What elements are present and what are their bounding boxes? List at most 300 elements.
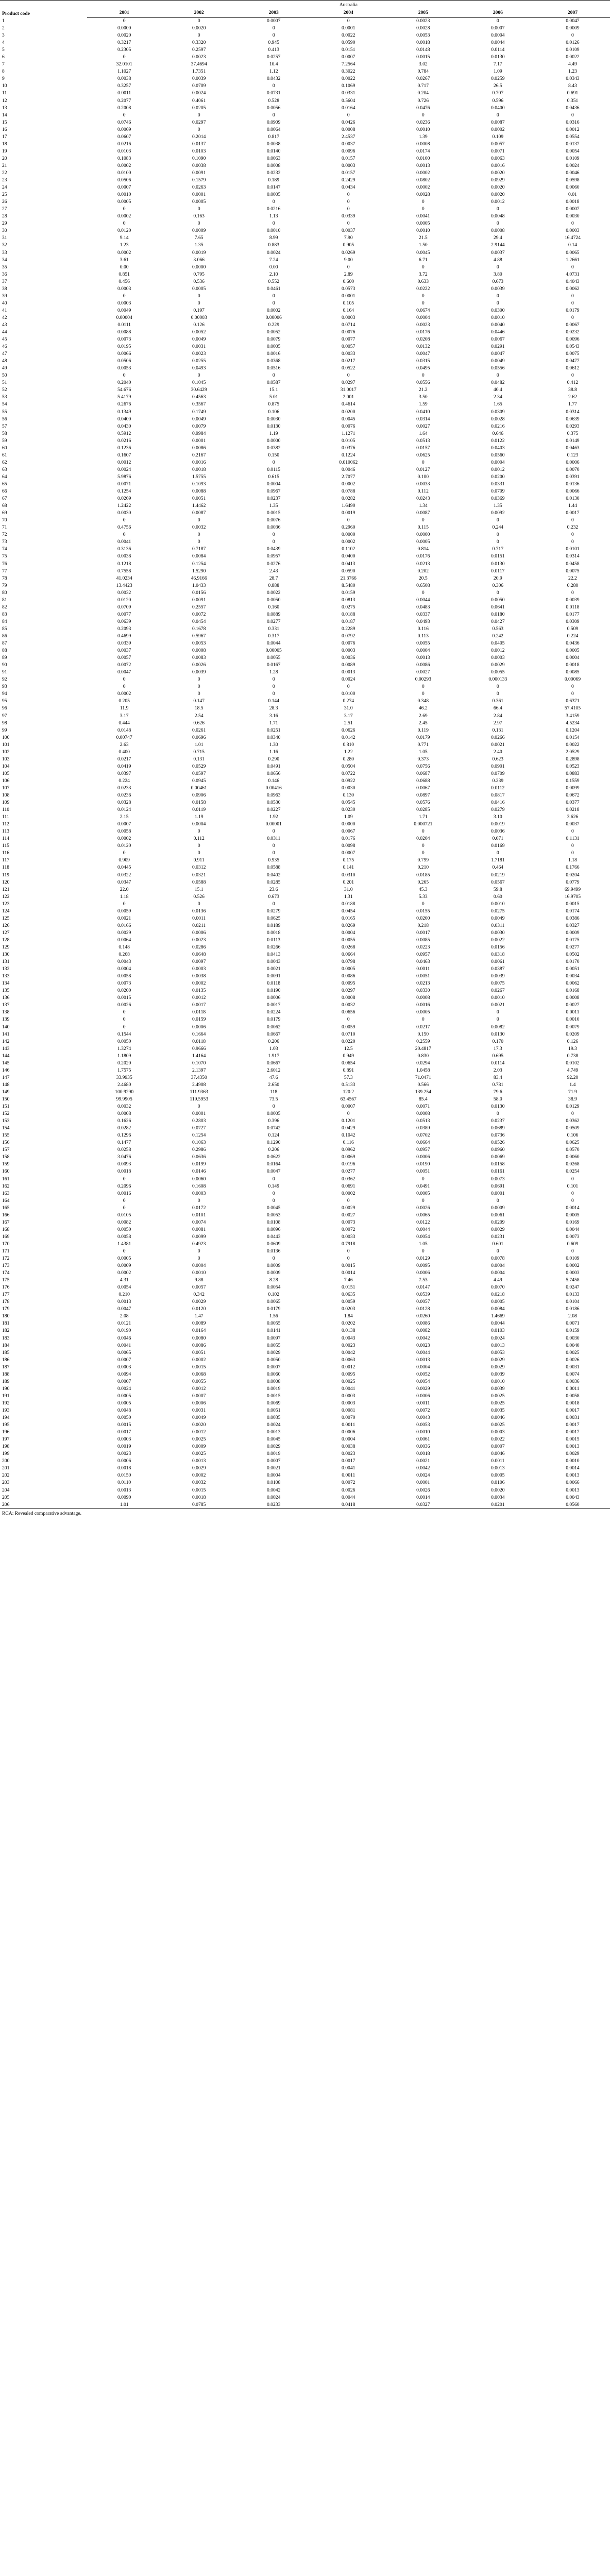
product-code-cell: 170 bbox=[2, 1241, 10, 1247]
table-row bbox=[0, 46, 610, 54]
rca-value-cell: 0.0400 bbox=[491, 105, 505, 111]
rca-value-cell: 0.0021 bbox=[117, 915, 131, 921]
table-row bbox=[0, 198, 610, 206]
product-code-cell: 149 bbox=[2, 1089, 10, 1095]
rca-value-cell: 73.5 bbox=[269, 1096, 278, 1102]
rca-value-cell: 0.0027 bbox=[566, 1002, 580, 1008]
rca-value-cell: 0.691 bbox=[567, 90, 579, 96]
table-row bbox=[0, 1096, 610, 1103]
rca-value-cell: 0.0006 bbox=[117, 1458, 131, 1464]
rca-value-cell: 0.0119 bbox=[192, 807, 206, 813]
rca-value-cell: 0 bbox=[421, 112, 425, 118]
product-code-cell: 2 bbox=[2, 25, 5, 31]
rca-value-cell: 0.0175 bbox=[566, 937, 580, 943]
rca-value-cell: 0 bbox=[571, 850, 574, 856]
rca-value-cell: 0 bbox=[496, 264, 499, 270]
rca-value-cell: 0.0054 bbox=[117, 1284, 131, 1291]
rca-value-cell: 0.0190 bbox=[267, 988, 281, 994]
rca-value-cell: 0.331 bbox=[268, 625, 280, 632]
rca-value-cell: 0 bbox=[421, 1197, 425, 1204]
rca-value-cell: 0.0136 bbox=[192, 908, 206, 914]
table-row bbox=[0, 141, 610, 148]
rca-value-cell: 0.0174 bbox=[566, 908, 580, 914]
product-code-cell: 78 bbox=[2, 575, 7, 581]
rca-value-cell: 37.4694 bbox=[191, 61, 207, 67]
product-code-cell: 55 bbox=[2, 409, 7, 415]
rca-value-cell: 0.412 bbox=[567, 380, 579, 386]
rca-value-cell: 0.0957 bbox=[416, 1147, 430, 1153]
product-code-cell: 144 bbox=[2, 1053, 10, 1059]
rca-value-cell: 0.5604 bbox=[342, 97, 355, 104]
rca-value-cell: 0 bbox=[197, 18, 200, 24]
rca-value-cell: 0.0071 bbox=[566, 1320, 580, 1327]
rca-value-cell: 0.0079 bbox=[267, 336, 281, 343]
rca-value-cell: 0 bbox=[496, 372, 499, 379]
rca-value-cell: 0.0012 bbox=[491, 199, 505, 205]
rca-value-cell: 0.0020 bbox=[117, 32, 131, 39]
rca-value-cell: 0.0007 bbox=[342, 54, 355, 60]
rca-value-cell: 1.0433 bbox=[192, 582, 206, 588]
rca-value-cell: 0.0746 bbox=[117, 119, 131, 125]
table-row bbox=[0, 1125, 610, 1132]
rca-value-cell: 0.0218 bbox=[491, 1292, 505, 1298]
rca-value-cell: 0.0022 bbox=[491, 937, 505, 943]
rca-value-cell: 0.0062 bbox=[566, 285, 580, 292]
rca-value-cell: 0.0073 bbox=[342, 1219, 355, 1225]
rca-value-cell: 0.146 bbox=[268, 777, 280, 784]
rca-value-cell: 0.1201 bbox=[342, 1118, 355, 1124]
rca-value-cell: 0.0522 bbox=[342, 365, 355, 371]
rca-value-cell: 0.0158 bbox=[192, 800, 206, 806]
rca-value-cell: 3.0476 bbox=[117, 1154, 131, 1160]
rca-value-cell: 20.5 bbox=[418, 575, 428, 581]
rca-value-cell: 0.0082 bbox=[416, 1328, 430, 1334]
rca-value-cell: 0.0031 bbox=[566, 1364, 580, 1370]
rca-value-cell: 0.0010 bbox=[491, 901, 505, 907]
table-row bbox=[0, 1233, 610, 1241]
rca-value-cell: 0.0055 bbox=[192, 1378, 206, 1384]
rca-value-cell: 0.0048 bbox=[117, 1408, 131, 1413]
rca-value-cell: 0.5912 bbox=[117, 430, 131, 436]
rca-value-cell: 1.6490 bbox=[342, 503, 355, 509]
rca-value-cell: 0.0609 bbox=[267, 1241, 281, 1247]
rca-value-cell: 0.0200 bbox=[342, 409, 355, 415]
table-row bbox=[0, 459, 610, 466]
product-code-cell: 74 bbox=[2, 546, 7, 552]
rca-value-cell: 0.875 bbox=[268, 401, 280, 408]
rca-value-cell: 0.2986 bbox=[192, 1147, 206, 1153]
rca-value-cell: 1.5290 bbox=[192, 568, 206, 574]
rca-value-cell: 0.0133 bbox=[566, 1292, 580, 1298]
rca-value-cell: 0.0024 bbox=[566, 162, 580, 168]
rca-value-cell: 63.4567 bbox=[340, 1096, 357, 1102]
rca-value-cell: 0.0012 bbox=[117, 459, 131, 465]
rca-value-cell: 0 bbox=[571, 589, 574, 596]
rca-value-cell: 0 bbox=[421, 901, 425, 907]
rca-value-cell: 0.010062 bbox=[339, 459, 358, 465]
rca-value-cell: 0 bbox=[571, 517, 574, 523]
table-row bbox=[0, 597, 610, 604]
rca-value-cell: 0.413 bbox=[268, 47, 280, 53]
rca-value-cell: 0.0035 bbox=[491, 1408, 505, 1413]
rca-value-cell: 4.49 bbox=[568, 61, 577, 67]
rca-value-cell: 0.0200 bbox=[117, 988, 131, 994]
rca-value-cell: 0.0042 bbox=[416, 1335, 430, 1341]
product-code-cell: 163 bbox=[2, 1190, 10, 1196]
rca-value-cell: 0.0060 bbox=[566, 184, 580, 191]
table-row bbox=[0, 756, 610, 763]
rca-value-cell: 0.0255 bbox=[192, 358, 206, 364]
rca-value-cell: 0 bbox=[496, 532, 499, 538]
rca-value-cell: 0.0033 bbox=[342, 351, 355, 357]
product-code-cell: 148 bbox=[2, 1081, 10, 1088]
rca-value-cell: 0.0017 bbox=[416, 929, 430, 936]
rca-value-cell: 0.0513 bbox=[416, 1118, 430, 1124]
rca-value-cell: 0.201 bbox=[343, 879, 354, 885]
rca-value-cell: 0.0187 bbox=[342, 618, 355, 624]
rca-value-cell: 0.0013 bbox=[192, 1458, 206, 1464]
rca-value-cell: 0.116 bbox=[417, 625, 429, 632]
rca-value-cell: 0.0156 bbox=[192, 589, 206, 596]
rca-value-cell: 0.0041 bbox=[117, 539, 131, 545]
rca-value-cell: 38.9 bbox=[568, 1096, 577, 1102]
rca-value-cell: 0.0014 bbox=[566, 1465, 580, 1471]
rca-value-cell: 0.0018 bbox=[117, 1465, 131, 1471]
rca-value-cell: 0.0200 bbox=[416, 915, 430, 921]
rca-value-cell: 0.0100 bbox=[117, 170, 131, 176]
rca-value-cell: 1.22 bbox=[344, 749, 353, 755]
product-code-cell: 29 bbox=[2, 221, 7, 227]
rca-value-cell: 0.0012 bbox=[192, 1429, 206, 1435]
rca-value-cell: 0.0047 bbox=[117, 1306, 131, 1312]
rca-value-cell: 0.0086 bbox=[192, 1342, 206, 1348]
rca-value-cell: 0.0237 bbox=[491, 1118, 505, 1124]
rca-value-cell: 0.0539 bbox=[416, 1292, 430, 1298]
rca-value-cell: 0 bbox=[347, 1248, 350, 1254]
rca-value-cell: 0.0004 bbox=[267, 1472, 281, 1479]
rca-value-cell: 0.0277 bbox=[342, 1168, 355, 1175]
rca-value-cell: 0.935 bbox=[268, 857, 280, 863]
rca-value-cell: 92.20 bbox=[567, 1074, 579, 1080]
rca-value-cell: 0.0402 bbox=[267, 872, 281, 878]
rca-value-cell: 0.623 bbox=[492, 756, 504, 762]
rca-value-cell: 0.0072 bbox=[416, 1408, 430, 1413]
rca-value-cell: 0.0587 bbox=[267, 380, 281, 386]
year-header: 2005 bbox=[386, 9, 461, 18]
rca-value-cell: 0.0516 bbox=[267, 365, 281, 371]
rca-value-cell: 7.65 bbox=[194, 235, 204, 241]
rca-value-cell: 0.3217 bbox=[117, 40, 131, 46]
product-code-cell: 167 bbox=[2, 1219, 10, 1225]
rca-value-cell: 3.17 bbox=[344, 713, 353, 719]
product-code-cell: 171 bbox=[2, 1248, 10, 1254]
rca-value-cell: 0.0100 bbox=[342, 691, 355, 697]
rca-value-cell: 0 bbox=[197, 532, 200, 538]
rca-value-cell: 0.7918 bbox=[342, 1241, 355, 1247]
product-code-cell: 21 bbox=[2, 162, 7, 168]
product-code-cell: 77 bbox=[2, 568, 7, 574]
rca-value-cell: 0.149 bbox=[268, 1183, 280, 1189]
rca-value-cell: 0.0023 bbox=[416, 18, 430, 24]
product-code-cell: 76 bbox=[2, 561, 7, 567]
rca-value-cell: 0.0136 bbox=[267, 1248, 281, 1254]
rca-value-cell: 0 bbox=[571, 293, 574, 299]
rca-value-cell: 0.0021 bbox=[491, 741, 505, 748]
rca-value-cell: 1.56 bbox=[269, 1313, 278, 1319]
rca-value-cell: 0.00069 bbox=[564, 676, 581, 683]
table-row bbox=[0, 987, 610, 994]
rca-value-cell: 0.0118 bbox=[192, 1009, 206, 1015]
rca-value-cell: 0.0006 bbox=[267, 995, 281, 1001]
rca-value-cell: 0.0038 bbox=[342, 1444, 355, 1450]
rca-value-cell: 0.0391 bbox=[566, 473, 580, 480]
rca-value-cell: 0.0021 bbox=[416, 1458, 430, 1464]
table-row bbox=[0, 343, 610, 350]
rca-value-cell: 1.1809 bbox=[117, 1053, 131, 1059]
product-code-cell: 132 bbox=[2, 966, 10, 972]
rca-value-cell: 0.0567 bbox=[491, 879, 505, 885]
rca-value-cell: 1.64 bbox=[418, 430, 428, 436]
rca-value-cell: 0 bbox=[197, 1248, 200, 1254]
rca-value-cell: 1.2661 bbox=[566, 257, 580, 263]
rca-value-cell: 0.0086 bbox=[416, 1320, 430, 1327]
rca-value-cell: 0.204 bbox=[417, 90, 429, 96]
rca-value-cell: 15.1 bbox=[269, 387, 278, 393]
rca-value-cell: 0.0087 bbox=[192, 510, 206, 516]
rca-value-cell: 0.0209 bbox=[566, 1031, 580, 1037]
rca-value-cell: 0.0057 bbox=[117, 655, 131, 661]
rca-value-cell: 0.830 bbox=[417, 1053, 429, 1059]
rca-value-cell: 0.0013 bbox=[342, 669, 355, 675]
rca-value-cell: 0.0003 bbox=[342, 1393, 355, 1399]
rca-value-cell: 0.071 bbox=[492, 836, 504, 842]
rca-value-cell: 0.0268 bbox=[566, 1161, 580, 1167]
table-row bbox=[0, 206, 610, 213]
rca-value-cell: 0.0011 bbox=[416, 966, 430, 972]
rca-value-cell: 0.0362 bbox=[566, 1118, 580, 1124]
table-row bbox=[0, 1009, 610, 1016]
table-row bbox=[0, 538, 610, 546]
rca-value-cell: 0.0053 bbox=[267, 1212, 281, 1218]
table-row bbox=[0, 481, 610, 488]
rca-value-cell: 0.0397 bbox=[117, 770, 131, 776]
rca-value-cell: 1.44 bbox=[568, 503, 577, 509]
rca-value-cell: 0.0017 bbox=[192, 1002, 206, 1008]
rca-value-cell: 0.0010 bbox=[416, 1429, 430, 1435]
rca-value-cell: 0.0337 bbox=[416, 611, 430, 617]
rca-value-cell: 0.206 bbox=[268, 1038, 280, 1044]
rca-value-cell: 22.0 bbox=[120, 886, 129, 892]
rca-value-cell: 0.0004 bbox=[267, 481, 281, 487]
rca-value-cell: 0.0038 bbox=[117, 553, 131, 560]
rca-value-cell: 0.0007 bbox=[491, 25, 505, 31]
product-code-cell: 9 bbox=[2, 76, 5, 82]
rca-value-cell: 0.0493 bbox=[416, 618, 430, 624]
rca-value-cell: 0 bbox=[272, 539, 275, 545]
rca-value-cell: 0.0331 bbox=[491, 481, 505, 487]
rca-value-cell: 0.1045 bbox=[192, 380, 206, 386]
table-row bbox=[0, 994, 610, 1002]
table-row bbox=[0, 234, 610, 242]
rca-value-cell: 0.0003 bbox=[117, 1364, 131, 1370]
rca-value-cell: 0 bbox=[272, 684, 275, 690]
rca-value-cell: 1.3274 bbox=[117, 1045, 131, 1052]
rca-value-cell: 0.0243 bbox=[416, 496, 430, 502]
rca-value-cell: 0.7187 bbox=[192, 546, 206, 552]
rca-value-cell: 0 bbox=[272, 32, 275, 39]
rca-value-cell: 0.2305 bbox=[117, 47, 131, 53]
rca-value-cell: 0.1749 bbox=[192, 409, 206, 415]
rca-value-cell: 0.0052 bbox=[192, 329, 206, 335]
rca-value-cell: 0.0088 bbox=[117, 329, 131, 335]
rca-value-cell: 0.141 bbox=[343, 865, 354, 871]
rca-value-cell: 0.0664 bbox=[342, 952, 355, 958]
rca-value-cell: 0.0018 bbox=[267, 929, 281, 936]
rca-value-cell: 0.0070 bbox=[566, 466, 580, 472]
rca-value-cell: 0.0032 bbox=[192, 1480, 206, 1486]
product-code-cell: 136 bbox=[2, 995, 10, 1001]
product-code-cell: 44 bbox=[2, 329, 7, 335]
table-row bbox=[0, 1110, 610, 1117]
rca-value-cell: 0.0254 bbox=[566, 1168, 580, 1175]
rca-value-cell: 0.0072 bbox=[342, 1226, 355, 1232]
rca-value-cell: 0.0180 bbox=[491, 611, 505, 617]
rca-value-cell: 0 bbox=[123, 206, 126, 212]
rca-value-cell: 0.0076 bbox=[267, 517, 281, 523]
product-code-cell: 115 bbox=[2, 843, 10, 849]
rca-value-cell: 0.9666 bbox=[192, 1045, 206, 1052]
rca-value-cell: 0.00004 bbox=[116, 314, 132, 320]
rca-value-cell: 0.0513 bbox=[416, 437, 430, 444]
rca-value-cell: 0.0130 bbox=[566, 496, 580, 502]
rca-value-cell: 0.0736 bbox=[491, 1132, 505, 1139]
rca-value-cell: 0.130 bbox=[343, 792, 354, 799]
product-code-cell: 85 bbox=[2, 625, 7, 632]
rca-value-cell: 0.0016 bbox=[416, 1002, 430, 1008]
table-row bbox=[0, 662, 610, 669]
rca-value-cell: 59.8 bbox=[493, 886, 502, 892]
rca-value-cell: 0.633 bbox=[417, 278, 429, 284]
product-code-cell: 156 bbox=[2, 1140, 10, 1146]
rca-value-cell: 0 bbox=[421, 843, 425, 849]
rca-value-cell: 0.0016 bbox=[491, 162, 505, 168]
rca-value-cell: 0.0010 bbox=[566, 1016, 580, 1023]
rca-value-cell: 0.0120 bbox=[117, 597, 131, 603]
rca-value-cell: 0 bbox=[496, 18, 499, 24]
rca-value-cell: 0.239 bbox=[492, 777, 504, 784]
rca-value-cell: 18.5 bbox=[194, 705, 204, 711]
rca-value-cell: 0.2676 bbox=[117, 401, 131, 408]
rca-value-cell: 0.0691 bbox=[342, 1183, 355, 1189]
rca-value-cell: 0.00001 bbox=[265, 821, 282, 827]
rca-value-cell: 0.0023 bbox=[342, 1342, 355, 1348]
table-row bbox=[0, 1414, 610, 1421]
rca-value-cell: 0.01 bbox=[568, 192, 577, 198]
rca-value-cell: 69.9499 bbox=[564, 886, 581, 892]
rca-value-cell: 0.464 bbox=[492, 865, 504, 871]
table-body bbox=[0, 18, 610, 1509]
rca-value-cell: 0.0403 bbox=[491, 445, 505, 451]
rca-value-cell: 0.0067 bbox=[566, 321, 580, 328]
rca-value-cell: 0.0314 bbox=[566, 553, 580, 560]
rca-value-cell: 0.0007 bbox=[192, 1393, 206, 1399]
rca-value-cell: 0.0040 bbox=[491, 321, 505, 328]
rca-value-cell: 0.817 bbox=[268, 133, 280, 140]
rca-value-cell: 111.9363 bbox=[190, 1089, 208, 1095]
rca-value-cell: 0.0041 bbox=[416, 213, 430, 219]
rca-value-cell: 0.0454 bbox=[192, 618, 206, 624]
rca-value-cell: 0.0006 bbox=[192, 1400, 206, 1406]
table-row bbox=[0, 155, 610, 162]
rca-value-cell: 0.0024 bbox=[267, 1494, 281, 1500]
rca-value-cell: 0.0722 bbox=[342, 770, 355, 776]
table-row bbox=[0, 720, 610, 727]
rca-value-cell: 0.0168 bbox=[566, 988, 580, 994]
product-code-cell: 191 bbox=[2, 1393, 10, 1399]
rca-value-cell: 0.0027 bbox=[416, 423, 430, 429]
rca-value-cell: 0.0046 bbox=[491, 1415, 505, 1421]
table-row bbox=[0, 1284, 610, 1291]
rca-value-cell: 0.0909 bbox=[267, 119, 281, 125]
product-code-cell: 26 bbox=[2, 199, 7, 205]
table-row bbox=[0, 32, 610, 39]
rca-value-cell: 0.119 bbox=[417, 727, 429, 733]
rca-value-cell: 0.0023 bbox=[416, 1342, 430, 1348]
rca-value-cell: 0.0052 bbox=[416, 1371, 430, 1377]
rca-value-cell: 0 bbox=[347, 517, 350, 523]
rca-value-cell: 0 bbox=[571, 532, 574, 538]
rca-value-cell: 0.0019 bbox=[342, 510, 355, 516]
rca-value-cell: 0.0154 bbox=[566, 734, 580, 740]
rca-value-cell: 0.0164 bbox=[267, 1161, 281, 1167]
rca-value-cell: 0.00 bbox=[269, 264, 278, 270]
rca-value-cell: 0.0030 bbox=[566, 1335, 580, 1341]
rca-value-cell: 0.242 bbox=[492, 633, 504, 639]
rca-value-cell: 0.0063 bbox=[491, 155, 505, 161]
rca-value-cell: 0.0454 bbox=[342, 908, 355, 914]
rca-value-cell: 0.0147 bbox=[416, 1284, 430, 1291]
product-code-cell: 168 bbox=[2, 1226, 10, 1232]
table-row bbox=[0, 365, 610, 372]
product-code-cell: 159 bbox=[2, 1161, 10, 1167]
rca-value-cell: 0.0047 bbox=[491, 351, 505, 357]
rca-value-cell: 0.0506 bbox=[117, 177, 131, 183]
rca-value-cell: 0.0050 bbox=[491, 597, 505, 603]
rca-value-cell: 0.0311 bbox=[267, 836, 281, 842]
rca-value-cell: 1.03 bbox=[269, 1045, 278, 1052]
rca-value-cell: 0.0003 bbox=[566, 1270, 580, 1276]
rca-value-cell: 0.0169 bbox=[491, 843, 505, 849]
table-row bbox=[0, 473, 610, 481]
rca-value-cell: 0.4923 bbox=[192, 1241, 206, 1247]
rca-value-cell: 0.0026 bbox=[416, 1487, 430, 1493]
rca-value-cell: 0.1070 bbox=[192, 1060, 206, 1066]
rca-value-cell: 0.0066 bbox=[117, 351, 131, 357]
rca-value-cell: 0.0502 bbox=[566, 952, 580, 958]
rca-value-cell: 1.35 bbox=[194, 242, 204, 248]
rca-value-cell: 0.0104 bbox=[566, 1299, 580, 1305]
rca-value-cell: 0.0232 bbox=[267, 170, 281, 176]
rca-value-cell: 0.0260 bbox=[416, 1313, 430, 1319]
rca-value-cell: 15.1 bbox=[194, 886, 204, 892]
rca-value-cell: 0.170 bbox=[492, 1038, 504, 1044]
rca-value-cell: 3.80 bbox=[493, 271, 502, 277]
rca-value-cell: 0.0069 bbox=[342, 1154, 355, 1160]
rca-value-cell: 0.0114 bbox=[491, 1060, 505, 1066]
table-row bbox=[0, 1393, 610, 1400]
rca-value-cell: 0.0137 bbox=[192, 141, 206, 147]
product-code-cell: 142 bbox=[2, 1038, 10, 1044]
